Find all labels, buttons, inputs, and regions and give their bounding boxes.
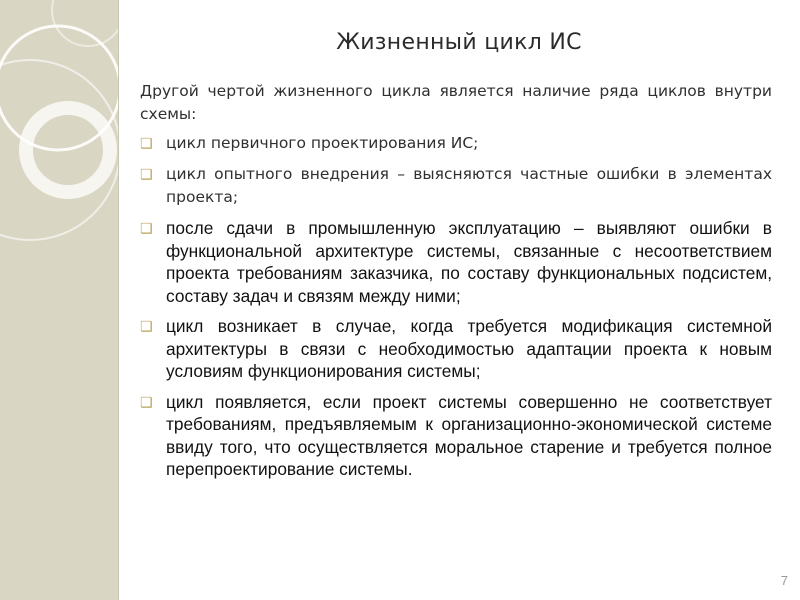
- list-item: [140, 391, 772, 481]
- list-item-text: после сдачи в промышленную эксплуатацию – выявляют ошибки в функциональной архитектуре системы, связанные с несоответствием проекта требованиям заказчика, по составу функциональных подсистем, составу задач и связям между ними;: [166, 218, 772, 306]
- list-item-text: цикл возникает в случае, когда требуется модификация системной архитектуры в связи с необходимостью адаптации проекта к новым условиям функционирования системы;: [166, 316, 772, 381]
- list-item: [140, 315, 772, 383]
- list-item: [140, 217, 772, 307]
- bullet-icon: ❑: [140, 136, 153, 152]
- list-item: [140, 163, 772, 209]
- bullet-icon: ❑: [140, 394, 153, 411]
- bullet-icon: ❑: [140, 319, 153, 335]
- slide-content: [140, 80, 772, 489]
- panel-divider: [118, 0, 119, 600]
- intro-paragraph: Другой чертой жизненного цикла является наличие ряда циклов внутри схемы:: [140, 82, 772, 123]
- list-item-text: цикл первичного проектирования ИС;: [166, 134, 479, 152]
- decorative-rings-graphic: [0, 0, 118, 600]
- bullet-list: [140, 132, 772, 481]
- list-item-text: цикл появляется, если проект системы совершенно не соответствует требованиям, предъявляемым к организационно-экономической системе ввиду того, что осуществляется моральное старение и требуется полное перепроектирование системы.: [166, 391, 772, 479]
- list-item-text: цикл опытного внедрения – выясняются частные ошибки в элементах проекта;: [166, 165, 772, 206]
- decorative-side-panel: [0, 0, 118, 600]
- list-item: [140, 132, 772, 155]
- slide-title: Жизненный цикл ИС: [336, 30, 582, 55]
- bullet-icon: ❑: [140, 167, 153, 183]
- page-number: 7: [780, 573, 788, 588]
- bullet-icon: ❑: [140, 221, 153, 237]
